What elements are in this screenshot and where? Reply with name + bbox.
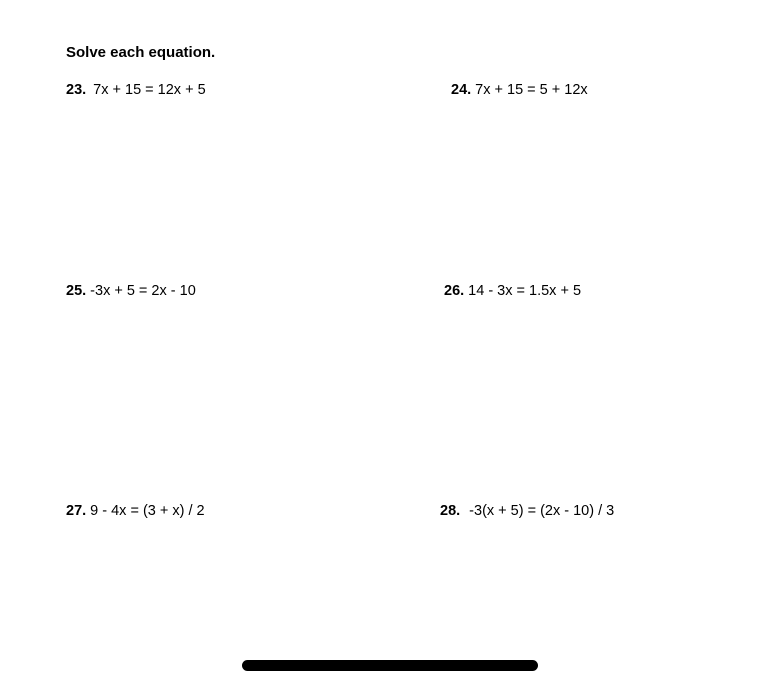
problem-equation: -3x + 5 = 2x - 10 xyxy=(90,283,196,299)
problem-number: 26. xyxy=(444,283,465,299)
problem-28 xyxy=(440,502,614,520)
problem-equation: 9 - 4x = (3 + x) / 2 xyxy=(90,503,205,519)
problem-26 xyxy=(444,282,581,300)
problem-equation: 14 - 3x = 1.5x + 5 xyxy=(468,283,582,299)
problem-25 xyxy=(66,282,196,300)
worksheet-instructions: Solve each equation. xyxy=(66,44,216,61)
problem-number: 28. xyxy=(440,503,461,519)
problem-number: 27. xyxy=(66,503,87,519)
problem-23 xyxy=(66,81,206,99)
problem-number: 25. xyxy=(66,283,87,299)
home-indicator[interactable] xyxy=(242,660,538,671)
problem-number: 24. xyxy=(451,82,472,98)
problem-equation: 7x + 15 = 5 + 12x xyxy=(475,82,588,98)
problem-27 xyxy=(66,502,205,520)
problem-equation: 7x + 15 = 12x + 5 xyxy=(93,82,206,98)
problem-24 xyxy=(451,81,588,99)
problem-equation: -3(x + 5) = (2x - 10) / 3 xyxy=(469,503,615,519)
problem-number: 23. xyxy=(66,82,87,98)
